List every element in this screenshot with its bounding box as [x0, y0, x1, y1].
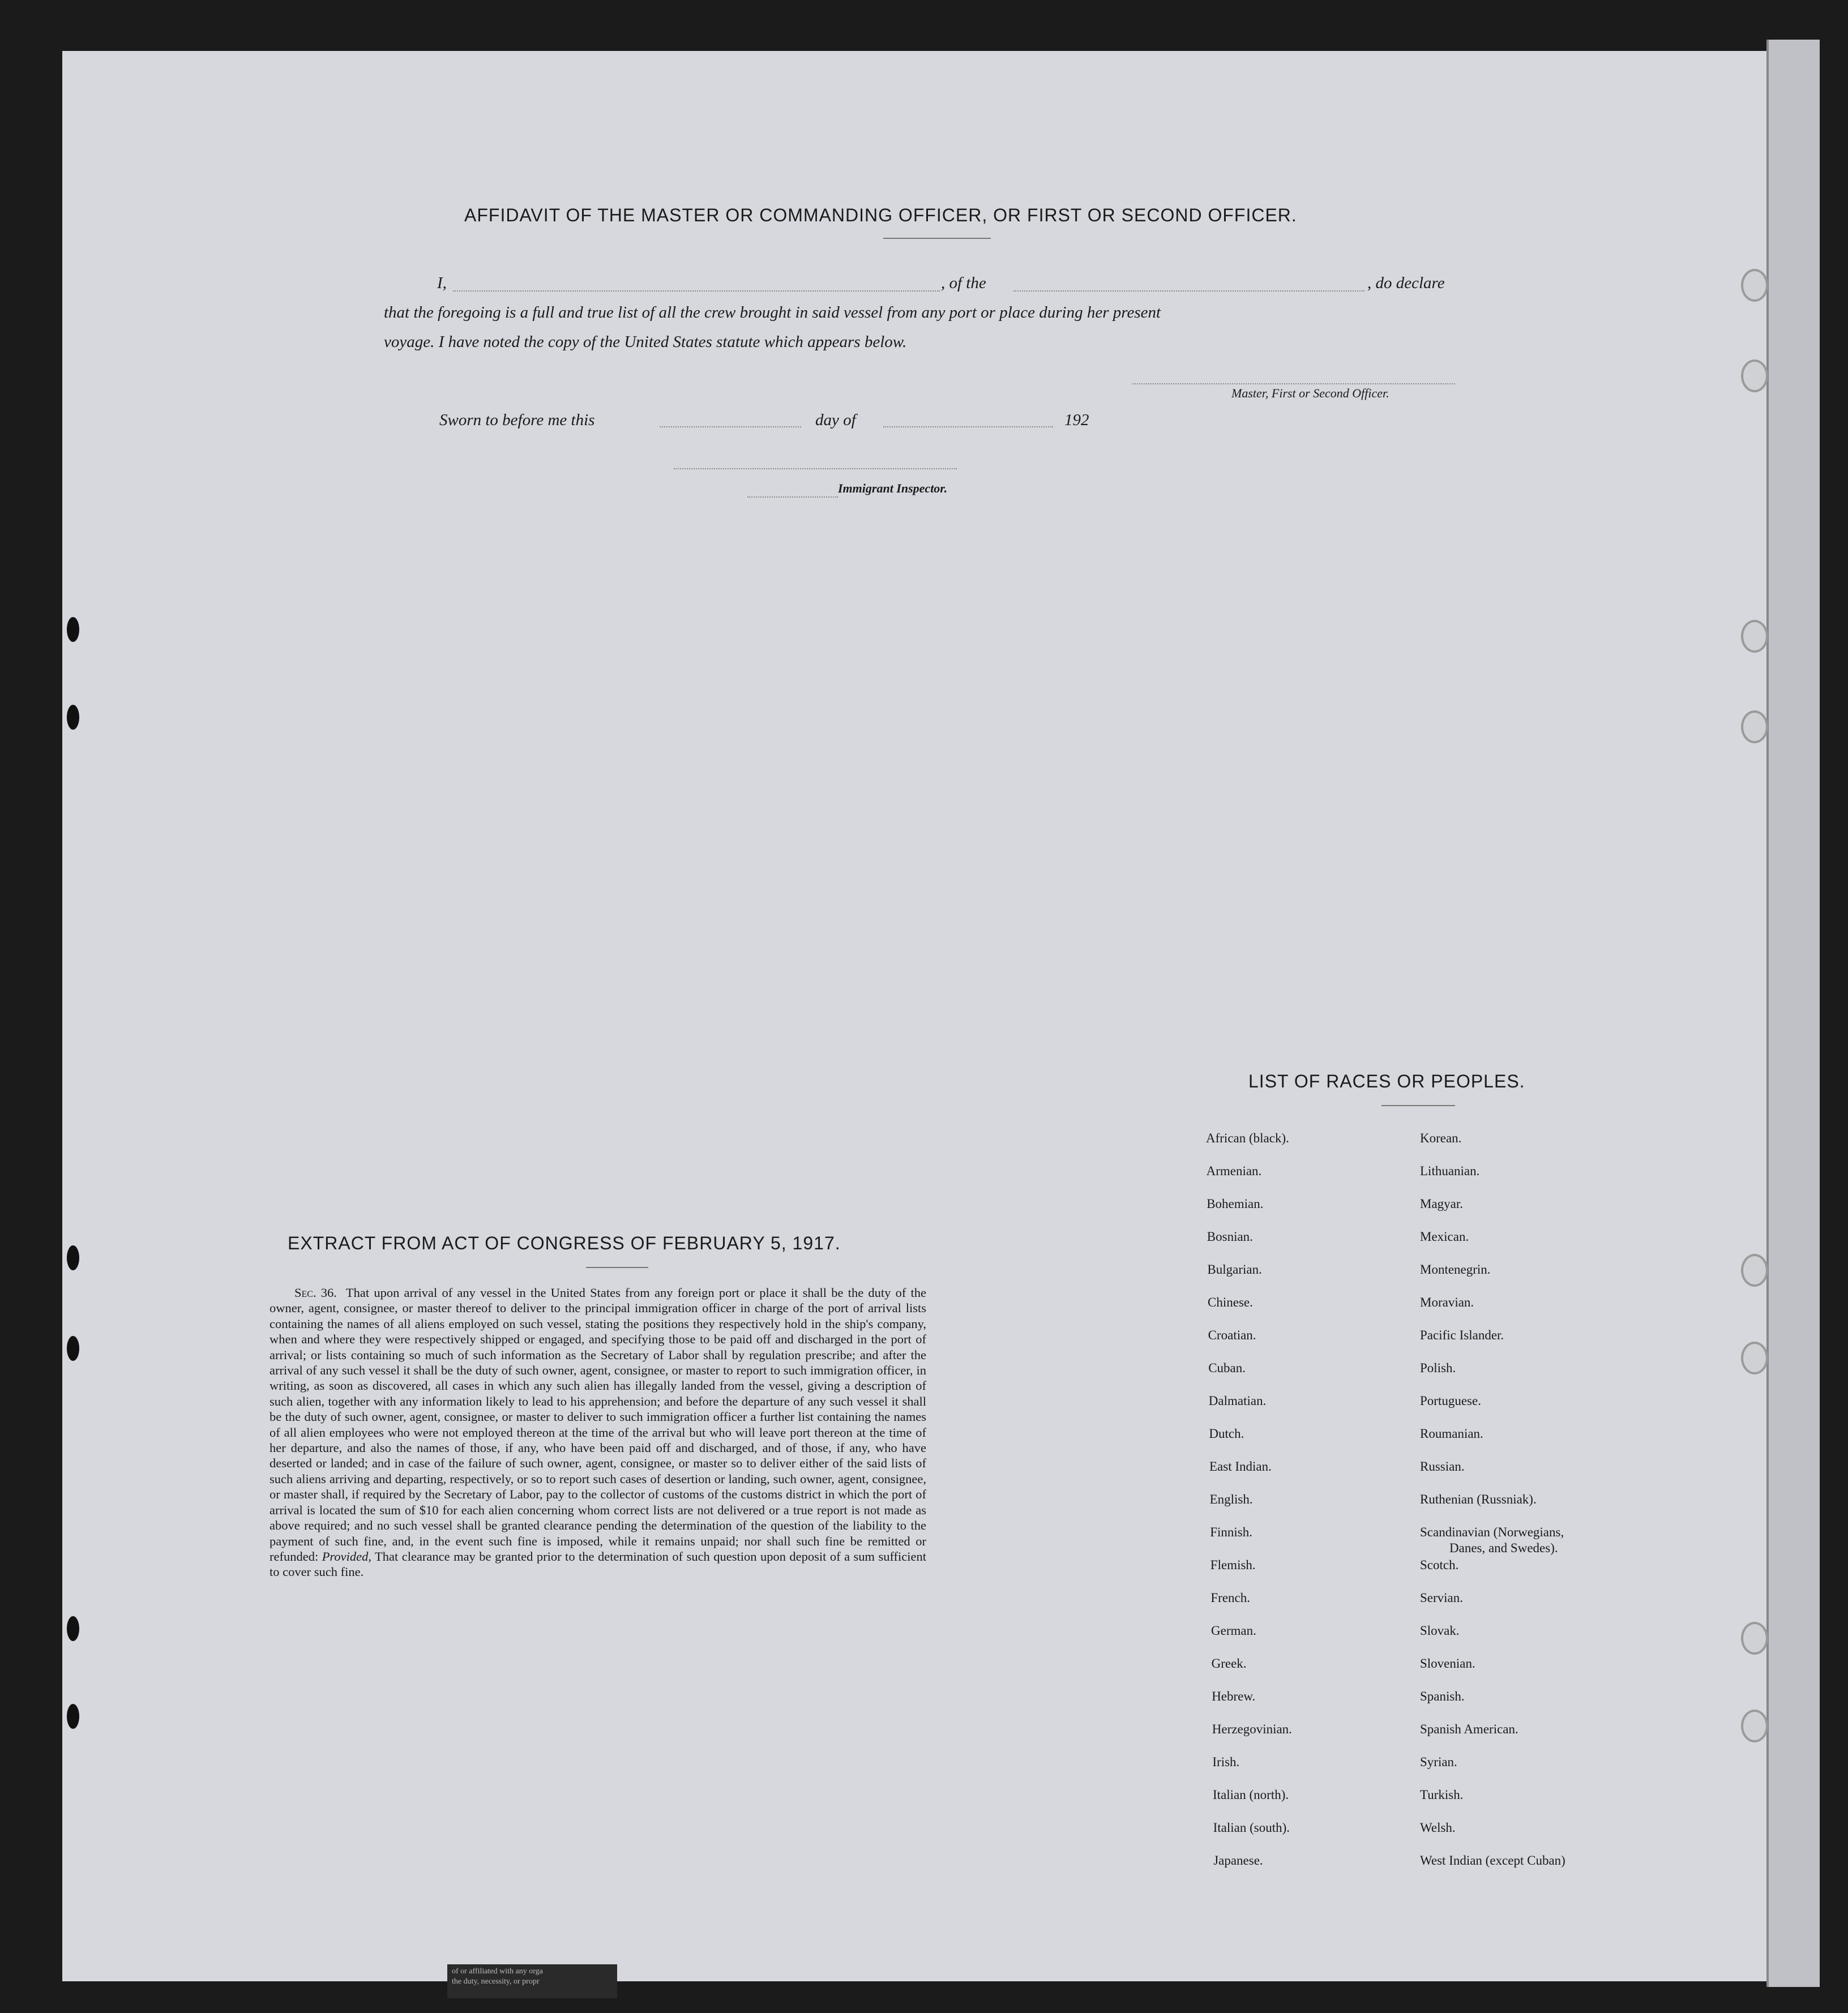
race-item: Finnish.	[1210, 1525, 1252, 1539]
sec-label: Sec. 36.	[294, 1286, 337, 1300]
sworn-month-line	[883, 426, 1053, 427]
master-signature-caption: Master, First or Second Officer.	[1231, 386, 1389, 400]
race-item: Polish.	[1420, 1361, 1456, 1375]
extract-statute-text	[270, 1285, 926, 1580]
corner-fragment-line2: the duty, necessity, or propr	[452, 1977, 540, 1986]
race-item: Mexican.	[1420, 1230, 1469, 1244]
race-item: Servian.	[1420, 1591, 1464, 1605]
race-item: Dalmatian.	[1208, 1394, 1267, 1408]
race-item: Japanese.	[1213, 1853, 1263, 1868]
races-title: LIST OF RACES OR PEOPLES.	[1248, 1071, 1525, 1091]
race-item: Roumanian.	[1420, 1427, 1483, 1441]
binder-hole	[1741, 1342, 1768, 1374]
year-label: 192	[1064, 411, 1089, 429]
race-item: East Indian.	[1209, 1459, 1272, 1474]
race-item: Ruthenian (Russniak).	[1420, 1492, 1537, 1506]
extract-title-rule	[586, 1267, 648, 1268]
race-item: Croatian.	[1208, 1328, 1256, 1342]
inspector-caption: Immigrant Inspector.	[838, 481, 948, 495]
punch-mark	[67, 1616, 79, 1641]
race-item: Korean.	[1420, 1131, 1462, 1145]
race-item: Magyar.	[1420, 1197, 1464, 1211]
race-item: Irish.	[1212, 1755, 1240, 1769]
vessel-name-line	[1013, 290, 1364, 292]
affidavit-title: AFFIDAVIT OF THE MASTER OR COMMANDING OFFICER, OR FIRST OR SECOND OFFICER.	[464, 205, 1297, 225]
master-signature-line	[1132, 383, 1455, 384]
document-page	[62, 51, 1795, 1981]
punch-mark	[67, 617, 79, 642]
binder-hole	[1741, 269, 1768, 302]
affidavit-i-label: I,	[437, 274, 447, 292]
races-title-rule	[1381, 1105, 1455, 1106]
affidavit-of-the-label: , of the	[941, 274, 986, 292]
race-item: Syrian.	[1420, 1755, 1457, 1769]
statute-body: That upon arrival of any vessel in the United States from any foreign port or place it shall be the duty of the owner, agent, consignee, or master thereof to deliver to the principal immigration officer in charge of the port of arrival lists containing the names of all aliens employed on such vessel, stating the positions they respectively hold in the ship's company, when and where they were respectively shipped or engaged, and specifying those to be paid off and discharged in the port of arrival; or lists containing so much of such information as the Secretary of Labor shall by regulation prescribe; and after the arrival of any such vessel it shall be the duty of such owner, agent, consignee, or master to report to such immigration officer, in writing, as soon as discovered, all cases in which any such alien has illegally landed from the vessel, giving a description of such alien, together with any information likely to lead to his apprehension; and before the departure of any such vessel it shall be the duty of such owner, agent, consignee, or master to deliver to such immigration officer a further list containing the names of all alien employees who were not employed thereon at the time of the arrival but who will leave port thereon at the time of her departure, and also the names of those, if any, who have been paid off and discharged, and of those, if any, who have deserted or landed; and in case of the failure of such owner, agent, consignee, or master so to deliver either of the said lists of such aliens arriving and departing, respectively, or so to report such cases of desertion or landing, such owner, agent, consignee, or master shall, if required by the Secretary of Labor, pay to the collector of customs of the customs district in which the port of arrival is located the sum of $10 for each alien concerning whom correct lists are not delivered or a true report is not made as above required; and no such vessel shall be granted clearance pending the determination of the question of the liability to the payment of such fine, and, in the event such fine is imposed, while it remains unpaid; nor shall such fine be remitted or refunded:	[270, 1286, 927, 1564]
race-item: Dutch.	[1209, 1427, 1244, 1441]
race-item: Cuban.	[1208, 1361, 1246, 1375]
race-item: Bohemian.	[1207, 1197, 1264, 1211]
race-item: Italian (south).	[1213, 1821, 1290, 1835]
race-item: Danes, and Swedes).	[1449, 1541, 1558, 1555]
race-item: Hebrew.	[1212, 1689, 1256, 1703]
affidavit-title-rule	[883, 238, 991, 239]
corner-fragment	[447, 1964, 617, 1998]
day-of-label: day of	[815, 411, 856, 429]
binder-hole	[1741, 359, 1768, 392]
race-item: Flemish.	[1210, 1558, 1256, 1572]
race-item: Spanish.	[1420, 1689, 1465, 1703]
race-item: Scotch.	[1420, 1558, 1459, 1572]
race-item: Turkish.	[1420, 1788, 1464, 1802]
race-item: Slovak.	[1420, 1624, 1460, 1638]
corner-fragment-line1: of or affiliated with any orga	[452, 1967, 543, 1976]
binder-hole	[1741, 1710, 1768, 1742]
race-item: Montenegrin.	[1420, 1262, 1491, 1277]
race-item: Russian.	[1420, 1459, 1465, 1474]
race-item: Italian (north).	[1213, 1788, 1289, 1802]
race-item: Bulgarian.	[1207, 1262, 1262, 1277]
race-item: Lithuanian.	[1420, 1164, 1480, 1178]
race-item: Chinese.	[1208, 1295, 1253, 1309]
statute-tail: That clearance may be granted prior to the determination of such question upon deposit of a sum sufficient to cover such fine.	[270, 1549, 927, 1579]
race-item: German.	[1211, 1624, 1256, 1638]
affidavit-line2: that the foregoing is a full and true list of all the crew brought in said vessel from any port or place during her present	[384, 303, 1161, 322]
race-item: African (black).	[1206, 1131, 1289, 1145]
inspector-signature-line	[674, 468, 957, 469]
affidavit-declare-label: , do declare	[1367, 274, 1445, 292]
punch-mark	[67, 1336, 79, 1361]
binder-hole	[1741, 1254, 1768, 1287]
binder-hole	[1741, 620, 1768, 653]
binder-edge	[1766, 40, 1820, 1987]
race-item: Armenian.	[1206, 1164, 1262, 1178]
race-item: Moravian.	[1420, 1295, 1474, 1309]
provided-label: Provided,	[322, 1549, 371, 1564]
race-item: Greek.	[1211, 1656, 1247, 1671]
race-item: Portuguese.	[1420, 1394, 1481, 1408]
race-item: English.	[1209, 1492, 1253, 1506]
punch-mark	[67, 705, 79, 730]
race-item: Bosnian.	[1207, 1230, 1253, 1244]
race-item: West Indian (except Cuban)	[1420, 1853, 1565, 1868]
affidavit-line3: voyage. I have noted the copy of the United States statute which appears below.	[384, 333, 907, 351]
punch-mark	[67, 1704, 79, 1729]
race-item: Scandinavian (Norwegians,	[1420, 1525, 1564, 1539]
race-item: Pacific Islander.	[1420, 1328, 1504, 1342]
race-item: Welsh.	[1420, 1821, 1456, 1835]
sworn-day-line	[660, 426, 801, 427]
extract-title: EXTRACT FROM ACT OF CONGRESS OF FEBRUARY 5, 1917.	[288, 1233, 841, 1253]
race-item: French.	[1210, 1591, 1251, 1605]
master-name-line	[453, 290, 940, 292]
binder-hole	[1741, 710, 1768, 743]
race-item: Slovenian.	[1420, 1656, 1475, 1671]
punch-mark	[67, 1245, 79, 1270]
race-item: Herzegovinian.	[1212, 1722, 1292, 1736]
race-item: Spanish American.	[1420, 1722, 1518, 1736]
binder-hole	[1741, 1622, 1768, 1655]
sworn-label: Sworn to before me this	[439, 411, 595, 429]
inspector-caption-line	[747, 496, 838, 498]
